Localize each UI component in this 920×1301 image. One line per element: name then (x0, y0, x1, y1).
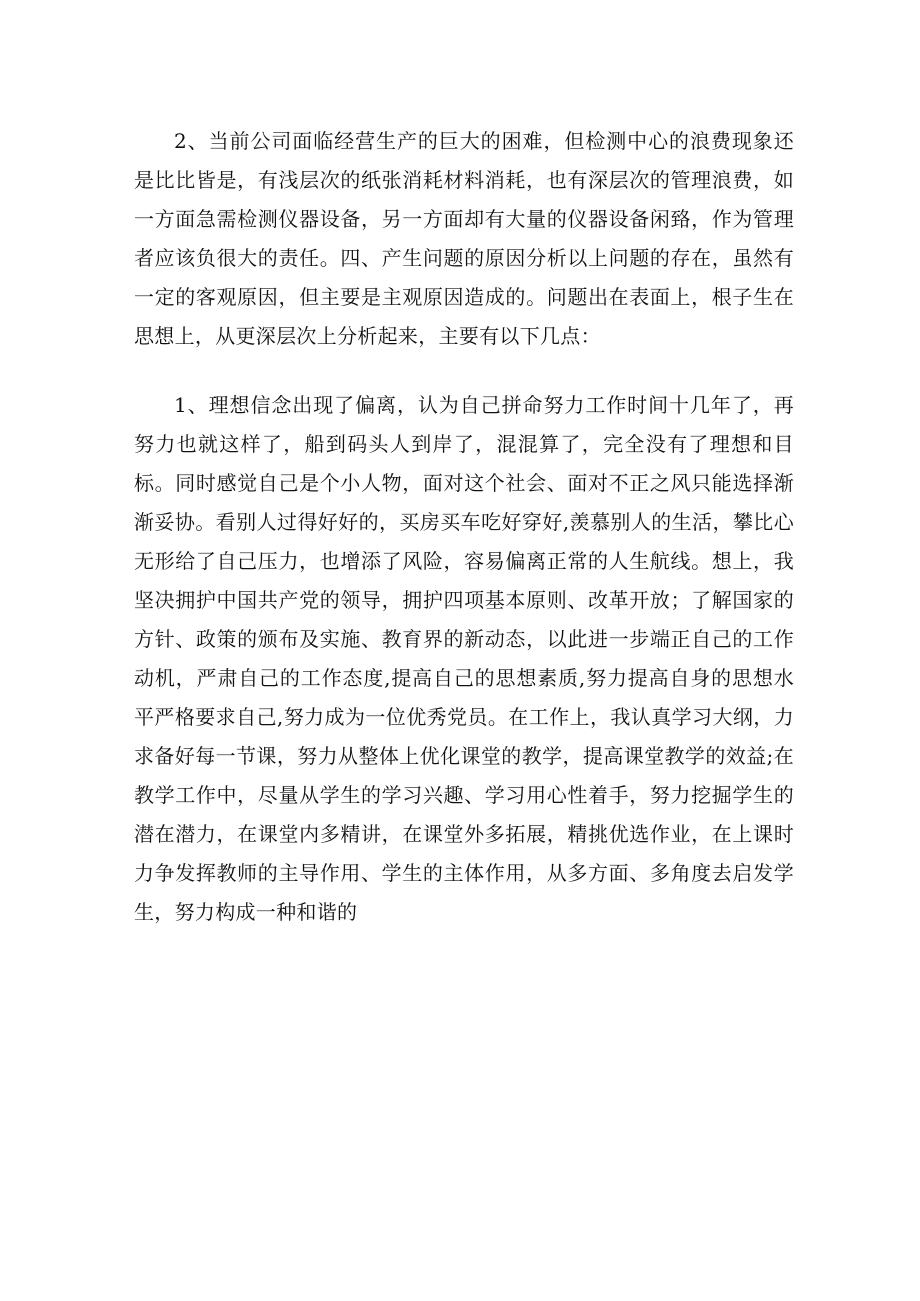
paragraph-waste-issues: 2、当前公司面临经营生产的巨大的困难，但检测中心的浪费现象还是比比皆是，有浅层次的纸张消耗材料消耗，也有深层次的管理浪费，如一方面急需检测仪器设备，另一方面却有大量的仪器设备闲臵，作为管理者应该负很大的责任。四、产生问题的原因分析以上问题的存在，虽然有一定的客观原因，但主要是主观原因造成的。问题出在表面上，根子生在思想上，从更深层次上分析起来，主要有以下几点： (134, 129, 794, 348)
paragraph-ideals-beliefs: 1、理想信念出现了偏离，认为自己拼命努力工作时间十几年了，再努力也就这样了，船到码头人到岸了，混混算了，完全没有了理想和目标。同时感觉自己是个小人物，面对这个社会、面对不正之风只能选择渐渐妥协。看别人过得好好的，买房买车吃好穿好,羡慕别人的生活，攀比心无形给了自己压力，也增添了风险，容易偏离正常的人生航线。想上，我坚决拥护中国共产党的领导，拥护四项基本原则、改革开放；了解国家的方针、政策的颁布及实施、教育界的新动态，以此进一步端正自己的工作动机，严肃自己的工作态度,提高自己的思想素质,努力提高自身的思想水平严格要求自己,努力成为一位优秀党员。在工作上，我认真学习大纲，力求备好每一节课，努力从整体上优化课堂的教学，提高课堂教学的效益;在教学工作中，尽量从学生的学习兴趣、学习用心性着手，努力挖掘学生的潜在潜力，在课堂内多精讲，在课堂外多拓展，精挑优选作业，在上课时力争发挥教师的主导作用、学生的主体作用，从多方面、多角度去启发学生，努力构成一种和谐的 (134, 393, 794, 924)
document-body (134, 122, 794, 932)
